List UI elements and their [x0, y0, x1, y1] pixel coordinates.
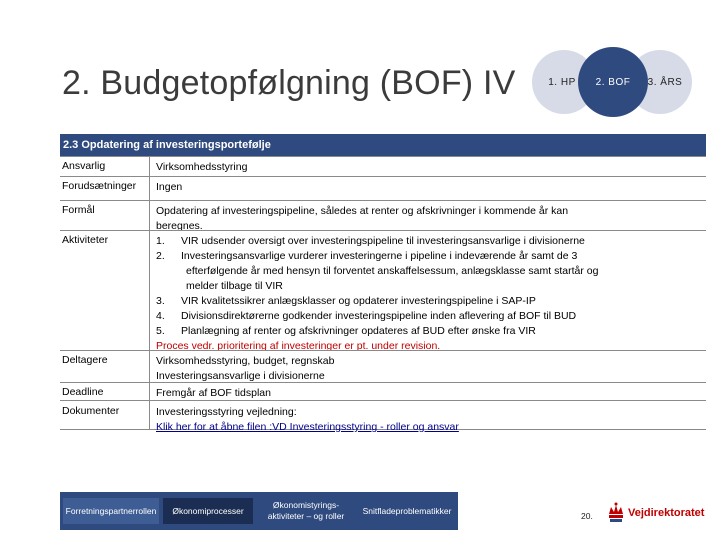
activity-text: Planlægning af renter og afskrivninger opdateres af BUD efter ønske fra VIR — [181, 325, 536, 337]
row-value-line: beregnes. — [156, 220, 203, 232]
nav-button-forretningspartnerrollen[interactable]: Forretningspartnerrollen — [63, 498, 159, 524]
activity-item — [156, 249, 706, 264]
phase-bof-circle-active[interactable] — [578, 47, 648, 117]
row-value — [150, 351, 706, 384]
revision-note: Proces vedr. prioritering af investeringer er pt. under revision. — [156, 340, 441, 352]
activity-number: 2. — [156, 250, 165, 262]
row-label: Deltagere — [60, 351, 150, 382]
row-label: Forudsætninger — [60, 177, 150, 200]
row-value: Virksomhedsstyring — [156, 161, 248, 173]
activity-text: Divisionsdirektørerne godkender investeringspipeline inden aflevering af BOF til BUD — [181, 310, 577, 322]
phase-hp-label: 1. HP — [548, 76, 576, 88]
activity-number: 3. — [156, 295, 165, 307]
process-table — [60, 134, 706, 433]
activity-item — [156, 309, 706, 324]
activity-item — [156, 234, 706, 249]
table-header: 2.3 Opdatering af investeringsportefølje — [60, 134, 706, 156]
activities-list — [150, 231, 706, 354]
table-row-deltagere — [60, 350, 706, 382]
row-label: Dokumenter — [60, 401, 150, 430]
table-row-dokumenter — [60, 400, 706, 433]
row-value-line: Investeringsstyring vejledning: — [156, 406, 297, 418]
nav-button-snitfladeproblematikker[interactable]: Snitfladeproblematikker — [359, 498, 455, 524]
activity-number: 1. — [156, 235, 165, 247]
row-value: Fremgår af BOF tidsplan — [156, 387, 271, 399]
activity-text: VIR kvalitetssikrer anlægsklasser og opdaterer investeringspipeline i SAP-IP — [181, 295, 536, 307]
row-label: Formål — [60, 201, 150, 230]
activity-continuation: melder tilbage til VIR — [186, 280, 283, 292]
page-title: 2. Budgetopfølgning (BOF) IV — [62, 64, 516, 102]
row-value: Ingen — [156, 181, 183, 193]
activity-number: 4. — [156, 310, 165, 322]
document-link[interactable]: Klik her for at åbne filen :VD Investeringsstyring - roller og ansvar — [156, 421, 459, 433]
phase-bof-label: 2. BOF — [595, 76, 631, 88]
crown-icon — [606, 502, 626, 524]
row-value-line: Opdatering af investeringspipeline, således at renter og afskrivninger i kommende år kan — [156, 205, 569, 217]
phase-aars-label: 3. ÅRS — [647, 76, 683, 88]
table-row-ansvarlig — [60, 156, 706, 176]
row-value-line: Virksomhedsstyring, budget, regnskab — [156, 355, 335, 367]
activity-text: VIR udsender oversigt over investeringspipeline til investeringsansvarlige i divisionerne — [181, 235, 585, 247]
nav-button-oekonomiprocesser[interactable]: Økonomiprocesser — [163, 498, 253, 524]
table-row-forudsaetninger — [60, 176, 706, 200]
logo-text: Vejdirektoratet — [628, 507, 705, 519]
row-value — [150, 401, 706, 435]
nav-button-oekonomistyringsaktiviteter[interactable]: Økonomistyrings- aktiviteter – og roller — [257, 498, 355, 524]
activity-item — [156, 324, 706, 339]
vejdirektoratet-logo — [606, 502, 704, 524]
page-number: 20. — [581, 511, 593, 521]
activity-text: Investeringsansvarlige vurderer investeringerne i pipeline i indeværende år samt de 3 — [181, 250, 578, 262]
row-value-line: Investeringsansvarlige i divisionerne — [156, 370, 325, 382]
row-label: Deadline — [60, 383, 150, 404]
activity-continuation: efterfølgende år med hensyn til forventet anskaffelsessum, anlægsklasse samt startår og — [186, 265, 599, 277]
table-row-formaal — [60, 200, 706, 230]
row-label: Ansvarlig — [60, 157, 150, 176]
activity-item — [156, 294, 706, 309]
activity-number: 5. — [156, 325, 165, 337]
table-row-aktiviteter — [60, 230, 706, 350]
row-label: Aktiviteter — [60, 231, 150, 350]
